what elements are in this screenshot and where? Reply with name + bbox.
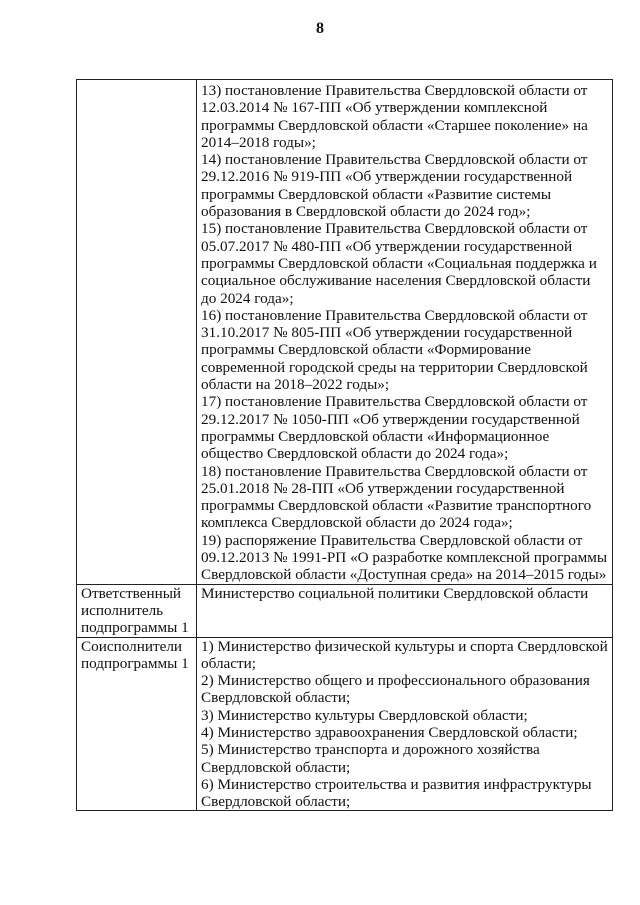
program-passport-table xyxy=(76,79,613,811)
legal-act-16: 16) постановление Правительства Свердловской области от 31.10.2017 № 805-ПП «Об утверждении государственной программы Свердловской области «Формирование современной городской среды на территории Свердловской области на 2018–2022 годы»; xyxy=(201,306,588,394)
row-label-responsible-executor: Ответственный исполнитель подпрограммы 1 xyxy=(77,584,197,637)
responsible-executor-cell xyxy=(197,584,613,637)
legal-act-17: 17) постановление Правительства Свердловской области от 29.12.2017 № 1050-ПП «Об утверждении государственной программы Свердловской области «Информационное общество Свердловской области до 2024 года»; xyxy=(201,393,588,463)
table-row-legal-acts xyxy=(77,80,613,585)
legal-act-19: 19) распоряжение Правительства Свердловской области от 09.12.2013 № 1991-РП «О разработке комплексной программы Свердловской области «Доступная среда» на 2014–2015 годы» xyxy=(201,531,608,584)
co-executor-4: 4) Министерство здравоохранения Свердловской области; xyxy=(201,723,578,741)
legal-act-14: 14) постановление Правительства Свердловской области от 29.12.2016 № 919-ПП «Об утверждении государственной программы Свердловской области «Развитие системы образования в Свердловской области до 2024 год»; xyxy=(201,151,588,221)
legal-acts-cell xyxy=(197,80,613,585)
page-number: 8 xyxy=(316,20,324,37)
responsible-executor-value: Министерство социальной политики Свердловской области xyxy=(201,584,589,602)
co-executor-3: 3) Министерство культуры Свердловской области; xyxy=(201,706,528,724)
co-executor-1: 1) Министерство физической культуры и спорта Свердловской области; xyxy=(201,637,608,672)
table-row-co-executors xyxy=(77,637,613,811)
row-label-co-executors: Соисполнители подпрограммы 1 xyxy=(77,637,197,811)
co-executors-cell xyxy=(197,637,613,811)
co-executor-2: 2) Министерство общего и профессионального образования Свердловской области; xyxy=(201,672,590,707)
table-row-responsible-executor xyxy=(77,584,613,637)
legal-act-13: 13) постановление Правительства Свердловской области от 12.03.2014 № 167-ПП «Об утверждении комплексной программы Свердловской области «Старшее поколение» на 2014–2018 годы»; xyxy=(201,82,588,151)
legal-act-18: 18) постановление Правительства Свердловской области от 25.01.2018 № 28-ПП «Об утверждении государственной программы Свердловской области «Развитие транспортного комплекса Свердловской области до 2024 года»; xyxy=(201,462,592,532)
co-executor-6: 6) Министерство строительства и развития инфраструктуры Свердловской области; xyxy=(201,775,592,811)
row-label-empty xyxy=(77,80,197,585)
legal-act-15: 15) постановление Правительства Свердловской области от 05.07.2017 № 480-ПП «Об утверждении государственной программы Свердловской области «Социальная поддержка и социальное обслуживание населения Свердловской области до 2024 года»; xyxy=(201,220,597,307)
co-executor-5: 5) Министерство транспорта и дорожного хозяйства Свердловской области; xyxy=(201,741,540,776)
